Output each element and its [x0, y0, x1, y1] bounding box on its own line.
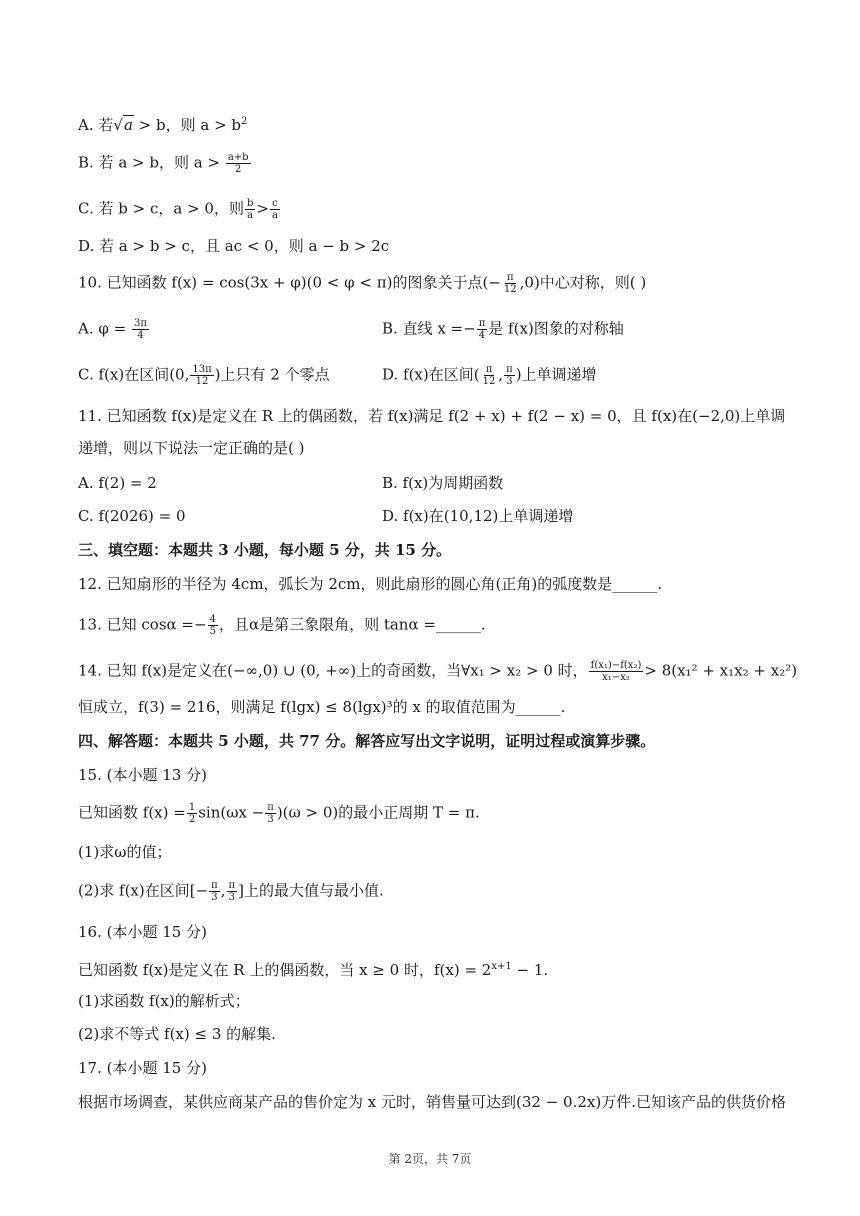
text: D. f(x)在区间( [382, 365, 480, 384]
q10-stem [78, 272, 646, 295]
denominator: 5 [209, 626, 216, 637]
q14-line2: 恒成立，f(3) = 216，则满足 f(lgx) ≤ 8(lgx)³的 x 的取值范围为______. [78, 698, 566, 716]
numerator: π [478, 318, 486, 329]
text: 已知函数 f(x)是定义在 R 上的偶函数，当 x ≥ 0 时，f(x) = 2 [78, 961, 492, 979]
text: 14. 已知 f(x)是定义在(−∞,0) ∪ (0, +∞)上的奇函数，当∀x₁ > x₂ > 0 时， [78, 661, 588, 680]
text: ，且α是第三象限角，则 tanα =______. [218, 615, 486, 634]
q9-option-c [78, 198, 281, 221]
fraction [190, 364, 213, 387]
q11-option-c: C. f(2026) = 0 [78, 507, 186, 525]
section-3-heading: 三、填空题：本题共 3 小题，每小题 5 分，共 15 分。 [78, 541, 452, 559]
denominator: x₁−x₂ [602, 672, 630, 683]
text: 是 f(x)图象的对称轴 [488, 319, 624, 338]
numerator: 3π [134, 318, 147, 329]
numerator: b [246, 198, 254, 209]
numerator: π [267, 802, 274, 813]
numerator: π [506, 364, 513, 375]
numerator: π [211, 880, 218, 891]
denominator: a [247, 210, 254, 221]
fraction [502, 272, 519, 295]
fraction [270, 198, 280, 221]
q16-stem [78, 957, 548, 980]
text: 10. 已知函数 f(x) = cos(3x + φ)(0 < φ < π)的图象关于点(− [78, 273, 501, 292]
denominator: 3 [211, 892, 218, 903]
fraction [481, 364, 498, 387]
q17-stem: 根据市场调查，某供应商某产品的售价定为 x 元时，销售量可达到(32 − 0.2x)万件.已知该产品的供货价格 [78, 1093, 786, 1111]
exponent: 2 [241, 116, 248, 127]
numerator: π [228, 880, 236, 891]
text: A. 若 [78, 116, 114, 134]
q10-option-a [78, 318, 150, 341]
q10-option-d [382, 364, 597, 387]
denominator: 3 [267, 814, 274, 825]
q15-part-2 [78, 880, 384, 903]
fraction [504, 364, 515, 387]
q16-heading: 16. (本小题 15 分) [78, 923, 207, 941]
page-footer: 第 2页，共 7页 [388, 1152, 472, 1166]
denominator: 4 [478, 330, 486, 341]
text: ]上的最大值与最小值. [238, 881, 384, 900]
numerator: 13π [192, 364, 212, 375]
fraction [245, 198, 255, 221]
text: (2)求 f(x)在区间[− [78, 881, 209, 900]
q10-option-b [382, 318, 624, 341]
q11-stem-line1: 11. 已知函数 f(x)是定义在 R 上的偶函数，若 f(x)满足 f(2 + x) + f(2 − x) = 0，且 f(x)在(−2,0)上单调 [78, 407, 786, 425]
text: C. f(x)在区间(0, [78, 365, 190, 384]
fraction [187, 802, 197, 825]
numerator: π [485, 364, 493, 375]
q16-part-1: (1)求函数 f(x)的解析式； [78, 992, 250, 1010]
fraction [226, 152, 251, 175]
text: B. 直线 x =− [382, 319, 476, 338]
q17-heading: 17. (本小题 15 分) [78, 1059, 207, 1077]
numerator: a+b [227, 152, 249, 163]
denominator: 3 [506, 376, 513, 387]
q15-part-1: (1)求ω的值； [78, 843, 172, 861]
text: A. φ = [78, 319, 127, 338]
exponent: x+1 [491, 961, 512, 972]
text: > 8(x₁² + x₁x₂ + x₂²) [644, 661, 798, 680]
q15-stem [78, 802, 480, 825]
text: 13. 已知 cosα =− [78, 615, 207, 634]
numerator: f(x₁)−f(x₂) [590, 660, 642, 671]
q13 [78, 614, 486, 637]
sqrt-symbol: √ [113, 116, 123, 134]
text: , [498, 365, 504, 384]
text: ,0)中心对称，则( ) [519, 273, 647, 292]
radicand: a [123, 116, 133, 134]
q11-option-b: B. f(x)为周期函数 [382, 474, 504, 492]
q9-option-b [78, 152, 252, 175]
numerator: 1 [188, 802, 196, 813]
q10-option-c [78, 364, 330, 387]
q9-option-a [78, 112, 247, 135]
fraction [209, 880, 220, 903]
fraction [227, 880, 238, 903]
text: > [256, 199, 269, 218]
q11-stem-line2: 递增，则以下说法一定正确的是( ) [78, 439, 305, 457]
text: , [220, 881, 226, 900]
denominator: a [271, 210, 278, 221]
q12: 12. 已知扇形的半径为 4cm，弧长为 2cm，则此扇形的圆心角(正角)的弧度数是______. [78, 575, 662, 593]
section-4-heading: 四、解答题：本题共 5 小题，共 77 分。解答应写出文字说明，证明过程或演算步骤。 [78, 732, 656, 750]
text: B. 若 a > b，则 a > [78, 153, 221, 172]
numerator: c [272, 198, 278, 209]
q14-line1 [78, 660, 797, 683]
denominator: 12 [482, 376, 496, 387]
denominator: 12 [195, 376, 209, 387]
q11-option-d: D. f(x)在(10,12)上单调递增 [382, 507, 574, 525]
text: − 1. [511, 961, 549, 979]
denominator: 12 [503, 284, 517, 295]
denominator: 4 [137, 330, 144, 341]
text: )上单调递增 [515, 365, 597, 384]
fraction [589, 660, 644, 683]
denominator: 2 [188, 814, 196, 825]
text: )(ω > 0)的最小正周期 T = π. [276, 803, 480, 822]
text: > b，则 a > b [133, 116, 242, 134]
numerator: 4 [209, 614, 216, 625]
fraction [265, 802, 276, 825]
numerator: π [506, 272, 514, 283]
fraction [132, 318, 149, 341]
q15-heading: 15. (本小题 13 分) [78, 766, 207, 784]
text: 已知函数 f(x) = [78, 803, 186, 822]
q9-option-d: D. 若 a > b > c，且 ac < 0，则 a − b > 2c [78, 237, 390, 255]
denominator: 3 [228, 892, 235, 903]
denominator: 2 [235, 164, 242, 175]
text: )上只有 2 个零点 [214, 365, 330, 384]
q11-option-a: A. f(2) = 2 [78, 474, 157, 492]
text: sin(ωx − [198, 803, 265, 822]
fraction [477, 318, 488, 341]
fraction [208, 614, 218, 637]
text: C. 若 b > c，a > 0，则 [78, 199, 244, 218]
q16-part-2: (2)求不等式 f(x) ≤ 3 的解集. [78, 1025, 276, 1043]
